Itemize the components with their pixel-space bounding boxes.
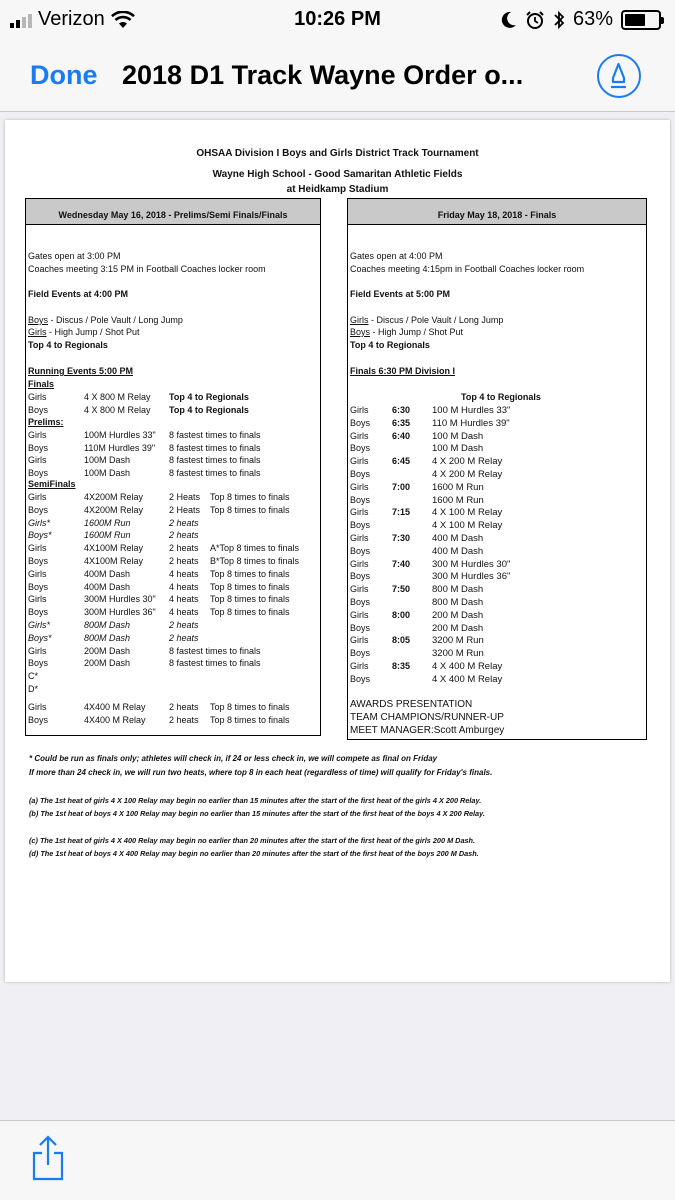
bottom-toolbar bbox=[0, 1120, 675, 1200]
event-cell: 1600 M Run bbox=[432, 481, 484, 493]
finals-row bbox=[26, 392, 320, 404]
event-cell: 4X100M Relay bbox=[84, 543, 144, 554]
event-cell: 400 M Dash bbox=[432, 545, 484, 557]
gender-cell: Girls bbox=[28, 455, 47, 465]
friday-gates-text: Gates open at 4:00 PM bbox=[350, 251, 443, 261]
gender-cell: Boys bbox=[350, 520, 371, 531]
friday-row bbox=[348, 418, 646, 430]
gender-cell: Girls bbox=[28, 392, 47, 402]
gender-cell: Girls bbox=[350, 635, 369, 646]
friday-field-events-heading: Field Events at 5:00 PM bbox=[350, 289, 451, 299]
gender-cell: Girls bbox=[350, 405, 369, 415]
gender-cell: Girls bbox=[28, 568, 47, 579]
heats-cell: 4 heats bbox=[169, 594, 199, 605]
friday-finals-heading: Finals 6:30 PM Division I bbox=[350, 366, 456, 376]
friday-row bbox=[348, 623, 646, 635]
gender-cell: Girls bbox=[28, 543, 47, 554]
gender-cell: Boys bbox=[28, 714, 49, 725]
heats-cell: 2 heats bbox=[169, 556, 199, 566]
markup-button[interactable] bbox=[597, 54, 641, 98]
event-cell: 4X400 M Relay bbox=[84, 701, 146, 712]
gender-cell: Girls bbox=[28, 645, 47, 656]
time-cell: 6:45 bbox=[392, 456, 411, 467]
semis-row bbox=[26, 646, 320, 658]
finals-row bbox=[26, 405, 320, 417]
gender-cell: Boys bbox=[350, 417, 371, 428]
event-cell: 100 M Dash bbox=[432, 430, 484, 442]
field-events-heading: Field Events at 4:00 PM bbox=[28, 289, 129, 299]
event-cell: 4 X 400 M Relay bbox=[432, 661, 503, 672]
note-cell: Top 8 times to finals bbox=[210, 594, 290, 605]
doc-title: OHSAA Division I Boys and Girls District Track Tournament bbox=[196, 148, 479, 159]
battery-percent: 63% bbox=[572, 8, 613, 30]
semis-row bbox=[26, 543, 320, 555]
nav-bar bbox=[0, 40, 675, 112]
event-cell: 4 X 800 M Relay bbox=[84, 392, 151, 402]
event-cell: 300M Hurdles 30" bbox=[84, 594, 156, 605]
event-cell: 1600M Run bbox=[84, 530, 131, 541]
gender-cell: Boys bbox=[350, 571, 371, 582]
note-cell: Top 4 to Regionals bbox=[169, 392, 249, 402]
event-cell: 400 M Dash bbox=[432, 533, 484, 544]
friday-header: Friday May 18, 2018 - Finals bbox=[348, 199, 646, 225]
friday-row bbox=[348, 405, 646, 417]
markup-pen-icon bbox=[599, 56, 638, 95]
event-cell: 100 M Dash bbox=[432, 443, 484, 455]
event-cell: 1600 M Run bbox=[432, 494, 484, 506]
event-cell: 800 M Dash bbox=[432, 597, 484, 608]
semis-row bbox=[26, 594, 320, 606]
gender-cell: Boys bbox=[28, 504, 49, 515]
coaches-text: Coaches meeting 3:15 PM in Football Coaches locker room bbox=[28, 264, 266, 274]
event-cell: 100M Hurdles 33" bbox=[84, 430, 156, 440]
girls-field-events: Girls - High Jump / Shot Put bbox=[28, 327, 140, 337]
heats-cell: 4 heats bbox=[169, 607, 199, 618]
gender-cell: Girls* bbox=[28, 517, 50, 528]
semis-row bbox=[26, 569, 320, 581]
friday-row bbox=[348, 674, 646, 686]
team-champions-text: TEAM CHAMPIONS/RUNNER-UP bbox=[350, 712, 504, 723]
note-cell: Top 8 times to finals bbox=[210, 504, 290, 515]
semis-row bbox=[26, 607, 320, 619]
gender-cell: Boys bbox=[28, 658, 49, 669]
note-cell: Top 8 times to finals bbox=[210, 581, 290, 592]
gender-cell: Girls* bbox=[28, 620, 50, 630]
heats-cell: 2 heats bbox=[169, 714, 199, 725]
heats-cell: 2 heats bbox=[169, 543, 199, 554]
gender-cell: Boys* bbox=[28, 530, 52, 541]
status-time: 10:26 PM bbox=[294, 8, 381, 30]
friday-row bbox=[348, 456, 646, 468]
friday-row bbox=[348, 520, 646, 532]
time-cell: 6:40 bbox=[392, 430, 411, 441]
gender-cell: Boys bbox=[350, 443, 371, 454]
time-cell: 8:05 bbox=[392, 635, 411, 646]
event-cell: 3200 M Run bbox=[432, 648, 484, 660]
event-cell: 200 M Dash bbox=[432, 609, 484, 621]
semis-row bbox=[26, 492, 320, 504]
event-cell: 200 M Dash bbox=[432, 622, 484, 634]
note-cell: A*Top 8 times to finals bbox=[210, 543, 300, 554]
event-cell: 300 M Hurdles 36" bbox=[432, 571, 511, 583]
doc-venue: at Heidkamp Stadium bbox=[286, 184, 389, 195]
time-cell: 7:15 bbox=[392, 507, 411, 518]
friday-row bbox=[348, 610, 646, 622]
event-cell: 800M Dash bbox=[84, 632, 131, 643]
status-right bbox=[501, 8, 661, 31]
gender-cell: Girls bbox=[350, 481, 369, 492]
heats-cell: 8 fastest times to finals bbox=[169, 645, 261, 656]
gender-cell: Girls bbox=[28, 701, 47, 712]
gender-cell: Girls bbox=[350, 609, 369, 620]
friday-row bbox=[348, 559, 646, 571]
note-cell: Top 8 times to finals bbox=[210, 568, 290, 579]
carrier-label: Verizon bbox=[38, 8, 105, 30]
gender-cell: Girls bbox=[350, 430, 369, 441]
event-cell: 400M Dash bbox=[84, 581, 131, 592]
event-cell: 4 X 400 M Relay bbox=[432, 673, 503, 685]
heats-cell: 2 Heats bbox=[169, 504, 201, 515]
note-cell: Top 4 to Regionals bbox=[169, 405, 249, 415]
gender-cell: Boys bbox=[350, 648, 371, 659]
status-bar bbox=[0, 0, 675, 40]
note-cell: Top 8 times to finals bbox=[210, 701, 290, 712]
friday-boys-field-events: Boys - High Jump / Shot Put bbox=[350, 327, 464, 337]
friday-row bbox=[348, 431, 646, 443]
gender-cell: D* bbox=[28, 684, 39, 694]
prelims-row bbox=[26, 455, 320, 467]
semis-row bbox=[26, 582, 320, 594]
prelims-row bbox=[26, 443, 320, 455]
boys-field-events: Boys - Discus / Pole Vault / Long Jump bbox=[28, 315, 183, 325]
semis-row bbox=[26, 556, 320, 568]
time-cell: 6:35 bbox=[392, 417, 411, 428]
friday-row bbox=[348, 443, 646, 455]
wednesday-header: Wednesday May 16, 2018 - Prelims/Semi Finals/Finals bbox=[26, 199, 320, 225]
prelims-row bbox=[26, 430, 320, 442]
field-top4: Top 4 to Regionals bbox=[28, 340, 108, 350]
battery-icon bbox=[621, 10, 661, 30]
friday-row bbox=[348, 597, 646, 609]
event-cell: 200M Dash bbox=[84, 658, 131, 669]
event-cell: 200M Dash bbox=[84, 645, 131, 656]
gender-cell: Boys bbox=[350, 469, 371, 479]
event-cell: 100M Dash bbox=[84, 455, 131, 465]
event-cell: 800 M Dash bbox=[432, 584, 484, 596]
gender-cell: Boys bbox=[28, 556, 49, 566]
running-events-heading: Running Events 5:00 PM bbox=[28, 366, 134, 376]
finals-heading: Finals bbox=[28, 379, 55, 389]
gates-text: Gates open at 3:00 PM bbox=[28, 251, 121, 261]
note-c: (c) The 1st heat of girls 4 X 400 Relay may begin no earlier than 20 minutes after the start of the first heat of the girls 200 M Dash. bbox=[29, 836, 476, 845]
gender-cell: Boys bbox=[28, 442, 49, 453]
gender-cell: Girls bbox=[350, 456, 369, 467]
event-cell: 100 M Hurdles 33" bbox=[432, 405, 511, 416]
gender-cell: Girls bbox=[350, 558, 369, 569]
semis-row bbox=[26, 530, 320, 542]
friday-row bbox=[348, 661, 646, 673]
note-cell: Top 8 times to finals bbox=[210, 607, 290, 618]
semis-row bbox=[26, 658, 320, 670]
event-cell: 300M Hurdles 36" bbox=[84, 607, 156, 618]
heats-cell: 8 fastest times to finals bbox=[169, 658, 261, 669]
semis-row bbox=[26, 505, 320, 517]
time-cell: 7:50 bbox=[392, 584, 411, 595]
semis-row bbox=[26, 620, 320, 632]
semis-row bbox=[26, 715, 320, 727]
event-cell: 4X200M Relay bbox=[84, 492, 144, 502]
note-d: (d) The 1st heat of boys 4 X 400 Relay may begin no earlier than 20 minutes after the start of the first heat of the boys 200 M Dash. bbox=[29, 849, 479, 858]
doc-subtitle: Wayne High School - Good Samaritan Athletic Fields bbox=[212, 169, 463, 180]
event-cell: 100M Dash bbox=[84, 467, 131, 478]
note-finals-only: * Could be run as finals only; athletes will check in, if 24 or less check in, we will compete as final on Friday bbox=[29, 754, 438, 763]
gender-cell: Boys bbox=[350, 622, 371, 633]
heats-cell: 4 heats bbox=[169, 568, 199, 579]
note-a: (a) The 1st heat of girls 4 X 100 Relay may begin no earlier than 15 minutes after the start of the first heat of the girls 4 X 200 Relay. bbox=[29, 796, 482, 805]
friday-girls-field-events: Girls - Discus / Pole Vault / Long Jump bbox=[350, 315, 504, 325]
event-cell: 4X200M Relay bbox=[84, 504, 144, 515]
friday-row bbox=[348, 648, 646, 660]
event-cell: 110 M Hurdles 39" bbox=[432, 417, 510, 429]
wednesday-schedule bbox=[25, 198, 321, 736]
heats-cell: 2 heats bbox=[169, 530, 199, 541]
gender-cell: Boys bbox=[28, 405, 49, 415]
friday-coaches-text: Coaches meeting 4:15pm in Football Coaches locker room bbox=[350, 264, 585, 274]
time-cell: 6:30 bbox=[392, 405, 411, 415]
heats-cell: 2 heats bbox=[169, 517, 199, 528]
heats-cell: 4 heats bbox=[169, 581, 199, 592]
friday-row bbox=[348, 546, 646, 558]
friday-row bbox=[348, 469, 646, 481]
event-cell: 4X400 M Relay bbox=[84, 714, 146, 725]
note-cell: Top 8 times to finals bbox=[210, 492, 290, 502]
done-button[interactable]: Done bbox=[30, 60, 98, 90]
friday-row bbox=[348, 533, 646, 545]
gender-cell: Girls bbox=[350, 507, 369, 518]
semis-row bbox=[26, 518, 320, 530]
event-cell: 3200 M Run bbox=[432, 635, 484, 647]
friday-schedule bbox=[347, 198, 647, 740]
friday-row bbox=[348, 482, 646, 494]
event-cell: 4X100M Relay bbox=[84, 556, 144, 566]
note-cell: 8 fastest times to finals bbox=[169, 442, 261, 453]
note-cell: Top 8 times to finals bbox=[210, 714, 290, 725]
event-cell: 4 X 100 M Relay bbox=[432, 520, 503, 532]
event-cell: 4 X 800 M Relay bbox=[84, 405, 151, 415]
prelims-heading: Prelims: bbox=[28, 417, 64, 427]
gender-cell: Girls bbox=[350, 533, 369, 543]
time-cell: 7:30 bbox=[392, 533, 411, 543]
semis-row bbox=[26, 702, 320, 714]
heats-cell: 2 heats bbox=[169, 632, 199, 643]
gender-cell: Boys bbox=[350, 673, 371, 684]
time-cell: 7:40 bbox=[392, 558, 411, 569]
time-cell: 8:35 bbox=[392, 661, 411, 671]
friday-finals-top4: Top 4 to Regionals bbox=[461, 392, 541, 402]
note-b: (b) The 1st heat of boys 4 X 100 Relay may begin no earlier than 15 minutes after the start of the first heat of the boys 4 X 200 Relay. bbox=[29, 809, 485, 818]
gender-cell: Boys bbox=[28, 607, 49, 618]
event-cell: 4 X 200 M Relay bbox=[432, 469, 503, 480]
note-cell: 8 fastest times to finals bbox=[169, 430, 261, 440]
semis-row bbox=[26, 633, 320, 645]
friday-row bbox=[348, 495, 646, 507]
share-icon[interactable] bbox=[30, 1135, 66, 1181]
friday-row bbox=[348, 507, 646, 519]
semis-row bbox=[26, 671, 320, 683]
bluetooth-icon bbox=[553, 10, 565, 30]
friday-row bbox=[348, 571, 646, 583]
friday-row bbox=[348, 635, 646, 647]
prelims-row bbox=[26, 468, 320, 480]
note-cell: 8 fastest times to finals bbox=[169, 467, 261, 478]
gender-cell: Girls bbox=[350, 584, 369, 595]
gender-cell: Girls bbox=[28, 492, 47, 502]
semis-row bbox=[26, 684, 320, 696]
gender-cell: Boys bbox=[28, 467, 49, 478]
gender-cell: C* bbox=[28, 671, 39, 682]
friday-row bbox=[348, 584, 646, 596]
meet-manager-text: MEET MANAGER:Scott Amburgey bbox=[350, 725, 505, 736]
event-cell: 4 X 200 M Relay bbox=[432, 456, 503, 468]
gender-cell: Boys bbox=[28, 581, 49, 592]
heats-cell: 2 Heats bbox=[169, 492, 201, 502]
gender-cell: Boys bbox=[350, 597, 371, 607]
note-cell: 8 fastest times to finals bbox=[169, 455, 261, 465]
note-two-heats: If more than 24 check in, we will run two heats, where top 8 in each heat (regardless of time) will qualify for Friday's finals. bbox=[29, 768, 493, 777]
time-cell: 8:00 bbox=[392, 609, 411, 620]
alarm-icon bbox=[525, 10, 545, 30]
gender-cell: Boys* bbox=[28, 632, 52, 643]
note-cell: B*Top 8 times to finals bbox=[210, 556, 300, 566]
friday-field-top4: Top 4 to Regionals bbox=[350, 340, 430, 350]
event-cell: 1600M Run bbox=[84, 517, 131, 528]
event-cell: 300 M Hurdles 30" bbox=[432, 558, 511, 570]
gender-cell: Girls bbox=[28, 594, 47, 605]
moon-icon bbox=[501, 11, 517, 29]
awards-text: AWARDS PRESENTATION bbox=[350, 699, 473, 710]
gender-cell: Girls bbox=[28, 430, 47, 440]
event-cell: 800M Dash bbox=[84, 620, 131, 630]
time-cell: 7:00 bbox=[392, 481, 411, 492]
event-cell: 110M Hurdles 39" bbox=[84, 442, 156, 453]
event-cell: 4 X 100 M Relay bbox=[432, 507, 503, 519]
heats-cell: 2 heats bbox=[169, 620, 199, 630]
semifinals-heading: SemiFinals bbox=[28, 479, 76, 489]
gender-cell: Boys bbox=[350, 545, 371, 556]
document-page[interactable] bbox=[5, 120, 670, 982]
gender-cell: Girls bbox=[350, 661, 369, 671]
heats-cell: 2 heats bbox=[169, 701, 199, 712]
gender-cell: Boys bbox=[350, 494, 371, 505]
document-title: 2018 D1 Track Wayne Order o... bbox=[122, 60, 524, 90]
event-cell: 400M Dash bbox=[84, 568, 131, 579]
